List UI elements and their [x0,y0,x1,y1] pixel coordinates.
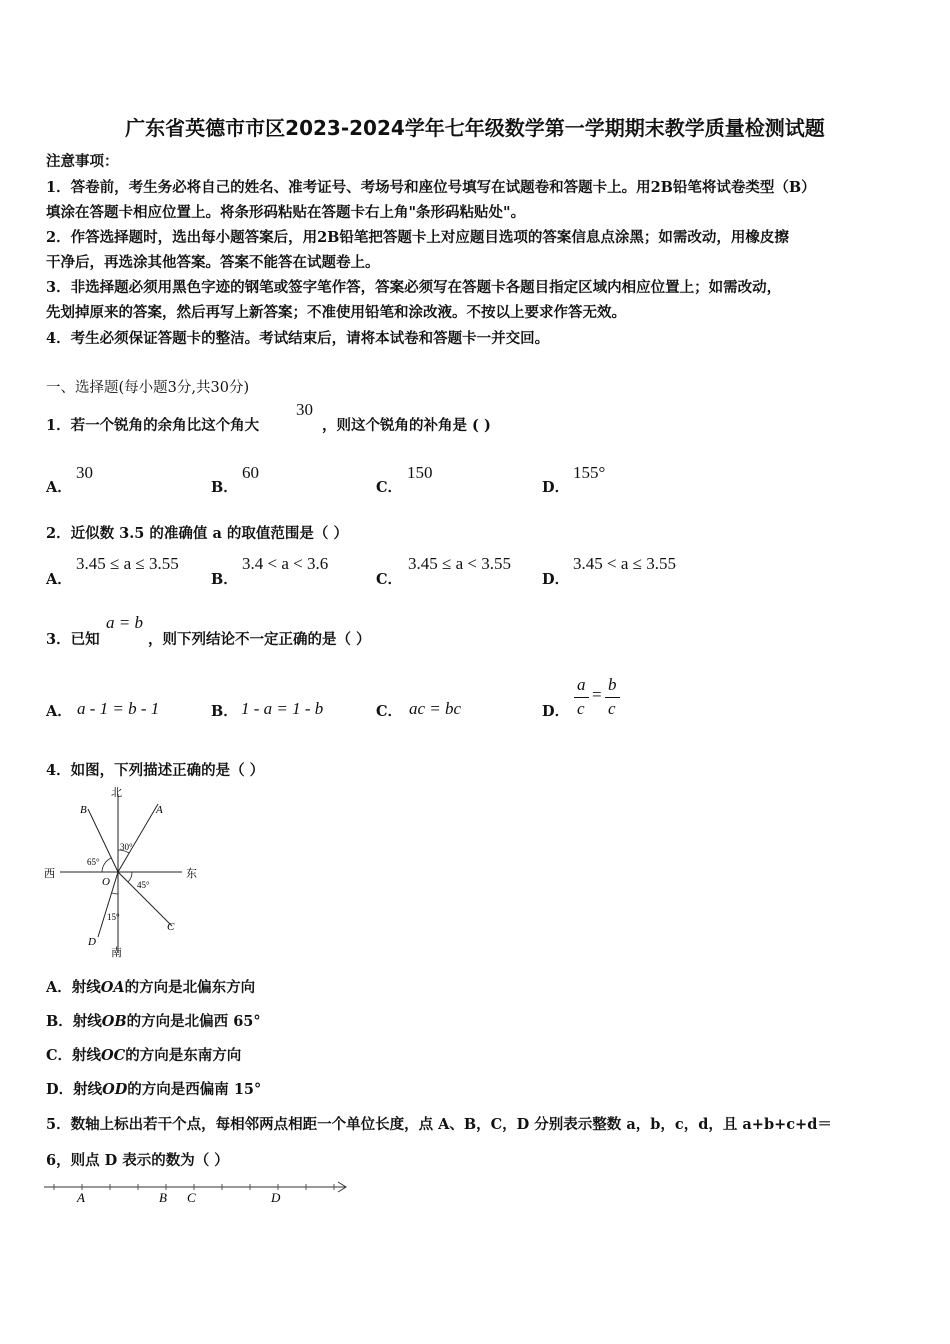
q1-label-d: D． [542,479,570,496]
q5-line-2: 6，则点 D 表示的数为（ ） [46,1152,229,1169]
label-d: D [88,936,96,948]
q3-optd-eq: = [592,685,602,704]
q1-option-a: 30 [76,463,93,482]
label-west: 西 [44,868,55,880]
q3-optd-num2: b [608,675,617,694]
q3-label-d: D． [542,703,570,720]
label-c: C [167,921,175,933]
arc-15 [112,893,118,894]
q2-label-c: C． [376,571,403,588]
label-a: A [156,804,163,816]
q2-option-c: 3.45 ≤ a < 3.55 [408,554,511,573]
q1-label-c: C． [376,479,403,496]
notice-line-6: 先划掉原来的答案，然后再写上新答案；不准使用铅笔和涂改液。不按以上要求作答无效。 [46,304,626,321]
label-o: O [102,876,110,888]
q3-optd-bar1 [574,697,589,698]
arc-65 [102,858,111,872]
q3-option-c: ac = bc [409,699,462,718]
q4-option-a: A．射线OA的方向是北偏东方向 [46,979,256,996]
notice-line-3: 2．作答选择题时，选出每小题答案后，用2B铅笔把答题卡上对应题目选项的答案信息点涂黑；如需改动，用橡皮擦 [46,229,789,246]
q2-label-b: B． [211,571,238,588]
axis-label-d: D [271,1190,281,1205]
axis-label-a: A [77,1190,85,1205]
arc-45 [128,872,132,882]
q4-option-b: B．射线OB的方向是北偏西 65° [46,1013,261,1030]
notice-line-4: 干净后，再选涂其他答案。答案不能答在试题卷上。 [46,254,380,271]
q3-optd-bar2 [605,697,620,698]
notice-heading: 注意事项： [46,153,119,170]
notice-line-1: 1．答卷前，考生务必将自己的姓名、准考证号、考场号和座位号填写在试题卷和答题卡上。用2B铅笔将试卷类型（B） [46,179,816,196]
notice-line-2: 填涂在答题卡相应位置上。将条形码粘贴在答题卡右上角"条形码粘贴处"。 [46,204,526,221]
q2-option-d: 3.45 < a ≤ 3.55 [573,554,676,573]
q1-option-d: 155° [573,463,606,482]
section-heading: 一、选择题(每小题3分,共30分) [46,380,250,396]
q2-stem: 2．近似数 3.5 的准确值 a 的取值范围是（ ） [46,525,348,542]
q3-label-a: A． [46,703,72,720]
q4-stem: 4．如图，下列描述正确的是（ ） [46,762,265,779]
direction-figure [40,782,210,960]
q1-stem-math: 30 [296,400,313,419]
axis-label-c: C [187,1190,196,1205]
ray-oa [118,804,158,872]
label-45: 45° [137,880,150,890]
q3-optd-den1: c [577,699,585,718]
q1-stem-b: ，则这个锐角的补角是 ( ) [322,417,491,434]
q1-label-b: B． [211,479,238,496]
q1-label-a: A． [46,479,72,496]
number-line [40,1178,355,1208]
label-north: 北 [111,787,122,799]
q4-option-c: C．射线OC的方向是东南方向 [46,1047,242,1064]
q2-label-a: A． [46,571,72,588]
q3-option-b: 1 - a = 1 - b [241,699,324,718]
q3-stem-a: 3．已知 [46,631,100,648]
q3-label-b: B． [211,703,238,720]
label-30: 30° [120,842,133,852]
notice-line-5: 3．非选择题必须用黑色字迹的钢笔或签字笔作答，答案必须写在答题卡各题目指定区域内相应位置上；如需改动， [46,279,782,296]
q1-option-c: 150 [407,463,433,482]
label-b: B [80,804,87,816]
q3-option-a: a - 1 = b - 1 [77,699,160,718]
q2-label-d: D． [542,571,570,588]
q2-option-a: 3.45 ≤ a ≤ 3.55 [76,554,179,573]
q2-option-b: 3.4 < a < 3.6 [242,554,329,573]
page-title: 广东省英德市市区2023-2024学年七年级数学第一学期期末教学质量检测试题 [125,116,825,140]
label-south: 南 [111,947,122,959]
q3-label-c: C． [376,703,403,720]
label-15: 15° [107,912,120,922]
label-east: 东 [186,868,197,880]
q3-optd-num1: a [577,675,586,694]
q1-stem-a: 1．若一个锐角的余角比这个角大 [46,417,260,434]
q1-option-b: 60 [242,463,259,482]
q3-optd-den2: c [608,699,616,718]
axis-label-b: B [159,1190,167,1205]
q5-line-1: 5．数轴上标出若干个点，每相邻两点相距一个单位长度，点 A、B，C，D 分别表示整数 a，b，c，d，且 a+b+c+d＝ [46,1116,832,1133]
notice-line-7: 4．考生必须保证答题卡的整洁。考试结束后，请将本试卷和答题卡一并交回。 [46,330,550,347]
q3-stem-math: a = b [106,613,143,632]
q4-option-d: D．射线OD的方向是西偏南 15° [46,1081,262,1098]
label-65: 65° [87,857,100,867]
q3-stem-b: ，则下列结论不一定正确的是（ ） [148,631,371,648]
